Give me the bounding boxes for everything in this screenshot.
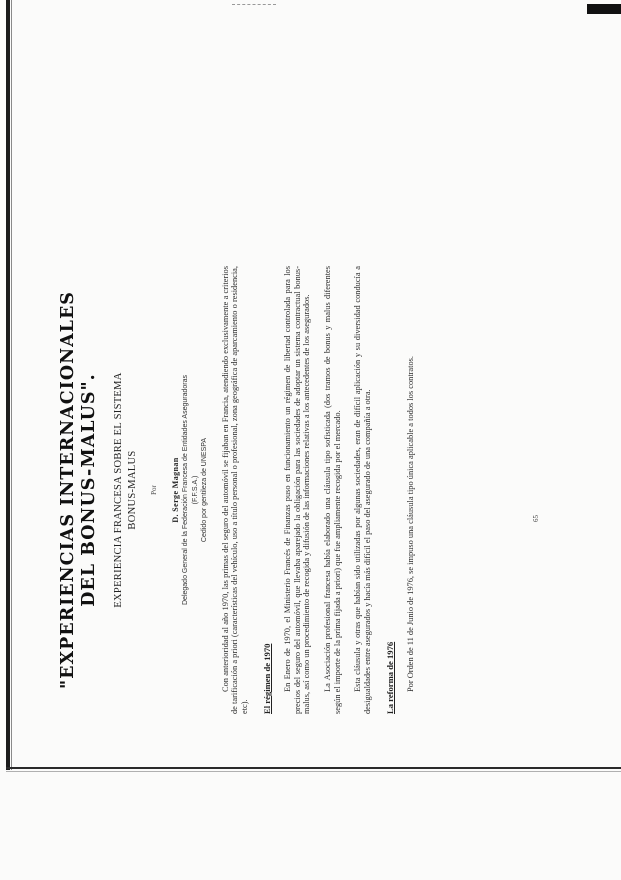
affiliation-line-2: (F.F.S.A.) [191, 475, 199, 505]
affiliation-line-1: Delegado General de la Federación Francesa de Entidades Aseguradoras [182, 375, 189, 605]
scan-top-dash [232, 4, 276, 6]
scan-left-edge [6, 0, 10, 770]
intro-paragraph: Con anterioridad al año 1970, las primas del seguro del automóvil se fijaban en Francia, atendiendo exclusivamente a criterios de tarificación a priori (características del vehículo, uso a título personal o profesional, zona geográfica de aparcamiento o residencia, etc). [220, 266, 249, 714]
scan-bottom-edge [6, 767, 621, 769]
subtitle-line-2: BONUS-MALUS [127, 450, 138, 530]
page-number: 65 [532, 515, 540, 522]
section-heading-1976: La reforma de 1976 [385, 641, 396, 714]
scan-corner-mark [587, 4, 621, 14]
text-column [58, 266, 416, 714]
asociacion-paragraph: La Asociación profesional francesa había elaborado una cláusula tipo sofisticada (dos tramos de bonus y malus diferentes según el importe de la prima fijada a priori) que fue ampliamente recogida por el mercado. [323, 266, 342, 714]
rotated-content [40, 40, 560, 740]
title-line-2: DEL BONUS-MALUS". [79, 373, 99, 607]
document-page [40, 40, 560, 740]
author-name: D. Serge Magnan [171, 457, 180, 523]
title-line-1: "EXPERIENCIAS INTERNACIONALES [58, 291, 78, 689]
document-subtitle [112, 266, 140, 714]
by-line: Por [150, 485, 158, 495]
reforma-paragraph: Por Orden de 11 de Junio de 1976, se impuso una cláusula tipo única aplicable a todos los contratos. [406, 355, 416, 692]
scan-bottom-edge-shadow [6, 771, 621, 772]
clausula-paragraph: Esta cláusula y otras que habían sido utilizadas por algunas sociedades, eran de difícil aplicación y su diversidad conducía a desigualdades entre asegurados y hacía más difícil el paso del asegurado de una compañía a otra. [353, 266, 372, 714]
author-affiliation [181, 266, 210, 714]
section-heading-1970: El régimen de 1970 [262, 643, 273, 714]
affiliation-line-3: Cedido por gentileza de UNESPA [201, 437, 208, 543]
subtitle-line-1: EXPERIENCIA FRANCESA SOBRE EL SISTEMA [113, 372, 124, 608]
scan-left-edge-shadow [11, 0, 12, 770]
document-title [58, 266, 100, 714]
regimen-paragraph: En Enero de 1970, el Ministerio Francés de Finanzas puso en funcionamiento un régimen de libertad controlada para los precios del seguro del automóvil, que llevaba aparejado la obligación para las sociedades de adoptar un sistema contractual bonus-malus, así como un procedimiento de recogida y difusión de las informaciones relativas a los antecedentes de los asegurados. [283, 266, 312, 714]
